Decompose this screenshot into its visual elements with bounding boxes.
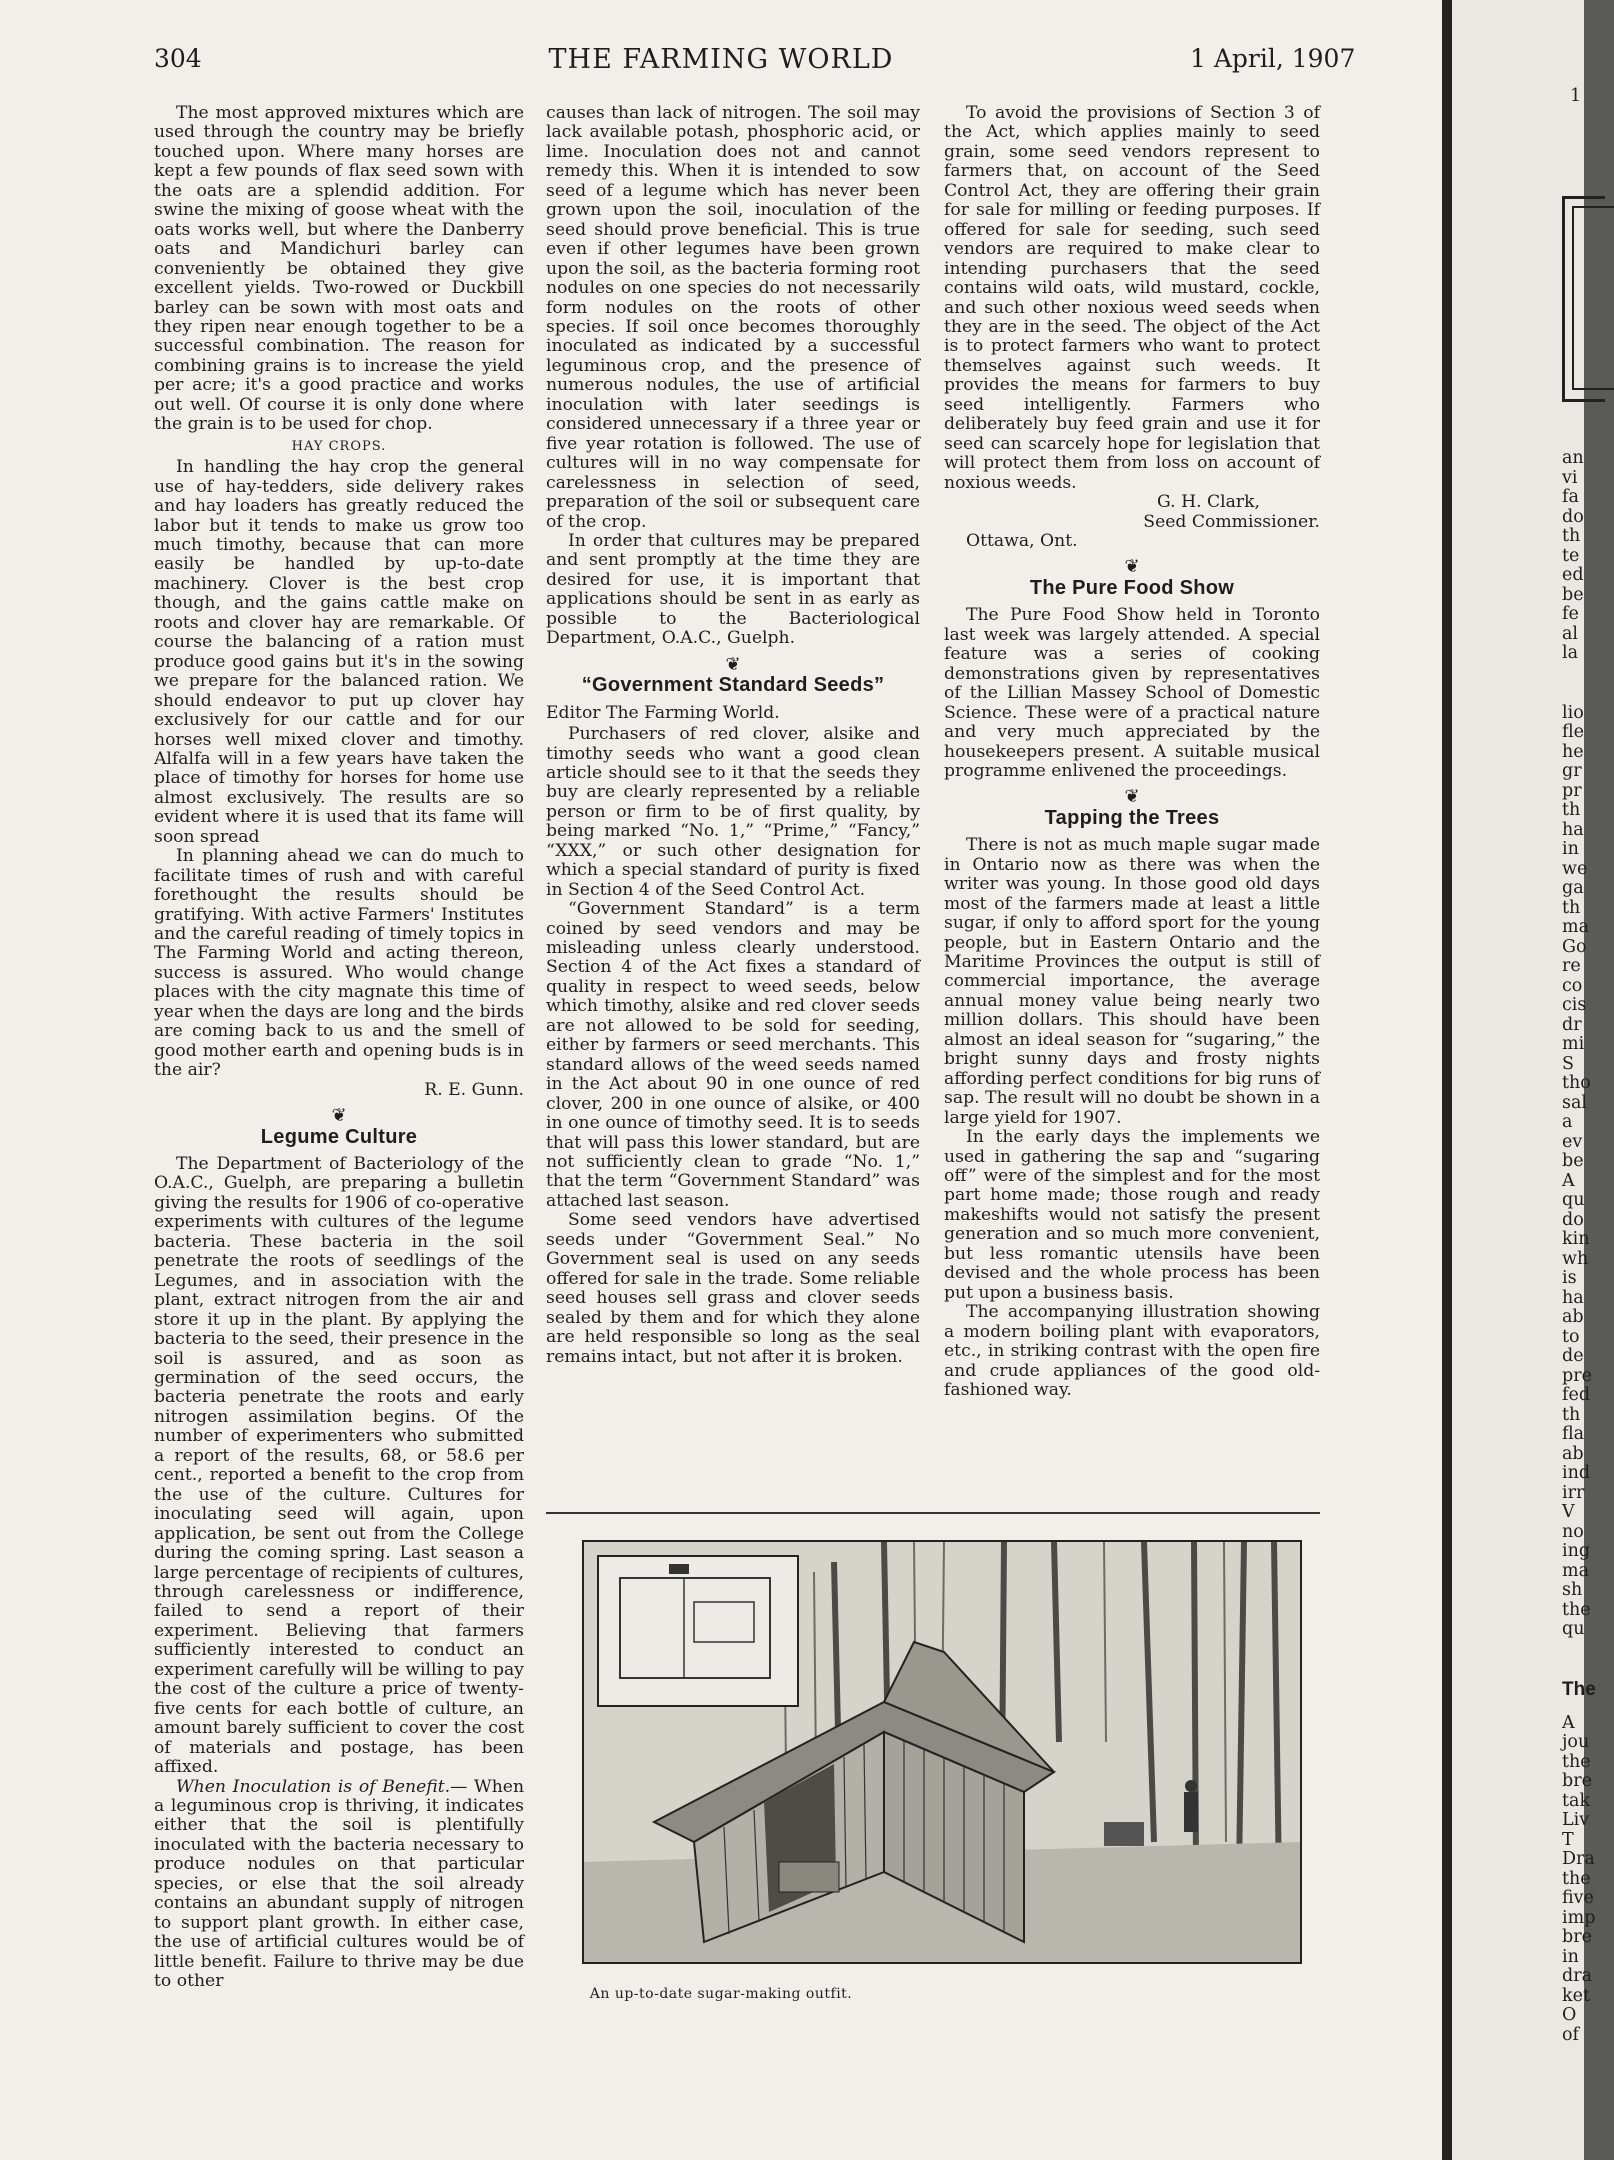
signature-name: G. H. Clark, (1157, 492, 1260, 513)
adjacent-text-fragment: fle (1562, 722, 1585, 742)
adjacent-text-fragment: ind (1562, 1463, 1591, 1483)
adjacent-text-fragment: in (1562, 1946, 1579, 1967)
adjacent-text-fragment: ab (1562, 1443, 1584, 1464)
adjacent-text-fragment: tak (1562, 1790, 1591, 1811)
article-title-tapping-the-trees: Tapping the Trees (1044, 806, 1220, 829)
adjacent-text-fragment: gr (1562, 761, 1582, 781)
paragraph: In the early days the implements we used in gathering the sap and “sugaring off” were of the simplest and for the most part home made; those rough and ready makeshifts would not satisfy the present generation and so much more convenient, but less romantic utensils have been devised and the whole process has been put upon a business basis. (944, 1127, 1320, 1303)
adjacent-text-fragment: O (1562, 2005, 1577, 2025)
adjacent-text-fragment: he (1562, 741, 1584, 762)
editor-salutation: Editor The Farming World. (546, 702, 780, 723)
sugar-house-drawing (584, 1542, 1300, 1962)
author-signature: R. E. Gunn. (424, 1079, 524, 1100)
adjacent-text-fragment: is (1562, 1268, 1577, 1288)
leaf-ornament-icon: ❦ (1124, 786, 1140, 808)
adjacent-text-fragment: ga (1562, 878, 1584, 898)
paragraph-text: When a leguminous crop is thriving, it indicates either that the soil is plentifully inoculated with the bacteria necessary to produce nodules on that particular species, or else that the soil already contains an abundant supply of nitrogen to support plant growth. In either case, the use of artificial cultures would be of little benefit. Failure to thrive may be due to other (154, 1776, 525, 1992)
adjacent-text-fragment: qu (1562, 1190, 1585, 1210)
adjacent-text-fragment: sal (1562, 1092, 1588, 1113)
adjacent-text-fragment: be (1562, 584, 1584, 605)
adjacent-text-fragment: cis (1562, 995, 1587, 1015)
adjacent-text-fragment: the (1562, 1751, 1591, 1772)
paragraph: To avoid the provisions of Section 3 of the Act, which applies mainly to seed grain, some seed vendors represent to farmers that, on account of the Seed Control Act, they are offering their grain for sale for milling or feeding purposes. If offered for sale for seeding, such seed vendors are required to make clear to intending purchasers that the seed contains wild oats, wild mustard, cockle, and such other noxious weed seeds when they are in the seed. The object of the Act is to protect farmers who want to protect themselves against such weeds. It provides the means for farmers to buy seed intelligently. Farmers who deliberately buy feed grain and use it for seed can scarcely hope for legislation that will protect them from loss on account of noxious weeds. (944, 103, 1320, 493)
paragraph: The Pure Food Show held in Toronto last week was largely attended. A special feature was a series of cooking demonstrations given by representatives of the Lillian Massey School of Domestic Science. These were of a practical nature and very much appreciated by the housekeepers present. A suitable musical programme enlivened the proceedings. (944, 605, 1320, 781)
adjacent-text-fragment: pre (1562, 1365, 1592, 1386)
paragraph: The accompanying illustration showing a modern boiling plant with evaporators, etc., in striking contrast with the open fire and crude appliances of the good old-fashioned way. (944, 1302, 1320, 1400)
adjacent-text-fragment: bre (1562, 1771, 1592, 1791)
adjacent-text-fragment: jou (1562, 1732, 1590, 1752)
paragraph: Purchasers of red clover, alsike and timothy seeds who want a good clean article should see to it that the seeds they buy are clearly represented by a reliable person or firm to be of first quality, by being marked “No. 1,” “Prime,” “Fancy,” “XXX,” or such other designation for which a special standard of purity is fixed in Section 4 of the Seed Control Act. (546, 724, 920, 900)
adjacent-text-fragment: mi (1562, 1034, 1585, 1054)
adjacent-text-fragment: the (1562, 1868, 1591, 1889)
adjacent-text-fragment: vi (1562, 467, 1578, 488)
adjacent-text-fragment: al (1562, 623, 1579, 644)
paragraph: Some seed vendors have advertised seeds under “Government Seal.” No Government seal is used on any seeds offered for sale in the trade. Some reliable seed houses sell grass and clover seeds sealed by them and for which they alone are held responsible so long as the seal remains intact, but not after it is broken. (546, 1210, 920, 1367)
page-gutter (1442, 0, 1452, 2160)
adjacent-text-fragment: in (1562, 839, 1579, 859)
adjacent-text-fragment: de (1562, 1346, 1584, 1366)
adjacent-text-fragment: th (1562, 526, 1581, 546)
adjacent-text-fragment: fe (1562, 604, 1579, 624)
paragraph: In order that cultures may be prepared and sent promptly at the time they are desired for use, it is important that applications should be sent in as early as possible to the Bacteriological Department, O.A.C., Guelph. (546, 530, 920, 649)
adjacent-text-fragment: co (1562, 975, 1583, 996)
adjacent-text-fragment: T (1562, 1829, 1574, 1850)
adjacent-text-fragment: ma (1562, 1560, 1590, 1581)
adjacent-text-fragment: S (1562, 1053, 1574, 1074)
paragraph: There is not as much maple sugar made in Ontario now as there was when the writer was young. In those good old days most of the farmers made at least a little sugar, if only to afford sport for the young people, but in Eastern Ontario and the Maritime Provinces the output is still of commercial importance, the average annual money value being nearly two million dollars. This should have been almost an ideal season for “sugaring,” the bright sunny days and frosty nights affording perfect conditions for big runs of sap. The result will no doubt be shown in a large yield for 1907. (944, 835, 1320, 1128)
adjacent-text-fragment: pr (1562, 780, 1582, 801)
section-rule (546, 1512, 1320, 1514)
adjacent-heading-fragment: The (1562, 1678, 1596, 1700)
adjacent-text-fragment: A (1562, 1712, 1575, 1733)
subheading-hay-crops: HAY CROPS. (291, 438, 387, 454)
adjacent-text-fragment: ed (1562, 565, 1584, 585)
adjacent-text-fragment: of (1562, 2024, 1580, 2045)
adjacent-text-fragment: to (1562, 1326, 1580, 1347)
adjacent-text-fragment: qu (1562, 1619, 1585, 1639)
adjacent-text-fragment: Go (1562, 936, 1587, 957)
article-title-pure-food-show: The Pure Food Show (1029, 576, 1235, 599)
adjacent-text-fragment: ket (1562, 1985, 1590, 2006)
page-number: 304 (154, 44, 202, 73)
adjacent-text-fragment: V (1562, 1502, 1575, 1522)
adjacent-text-fragment: dr (1562, 1014, 1582, 1035)
adjacent-text-fragment: ha (1562, 819, 1584, 840)
adjacent-text-fragment: ev (1562, 1131, 1583, 1152)
article-title-legume-culture: Legume Culture (260, 1125, 418, 1148)
adjacent-text-fragment: sh (1562, 1580, 1583, 1600)
leaf-ornament-icon: ❦ (1124, 556, 1140, 578)
signature-title: Seed Commissioner. (1143, 511, 1320, 532)
paragraph: The most approved mixtures which are used through the country may be briefly touched upon. Where many horses are kept a few pounds of flax seed sown with the oats are a splendid addition. For swine the mixing of goose wheat with the oats works well, but where the Danberry oats and Mandichuri barley can conveniently be obtained they give excellent yields. Two-rowed or Duckbill barley can be sown with most oats and they ripen near enough together to be a successful combination. The reason for combining grains is to increase the yield per acre; it's a good practice and works out well. Of course it is only done where the grain is to be used for chop. (154, 103, 524, 435)
adjacent-text-fragment: tho (1562, 1073, 1591, 1093)
adjacent-text-fragment: Dra (1562, 1849, 1595, 1869)
paragraph (154, 1778, 524, 1992)
adjacent-text-fragment: ha (1562, 1287, 1584, 1308)
adjacent-text-fragment: do (1562, 506, 1584, 527)
adjacent-page-number: 1 (1570, 86, 1582, 106)
column-2 (546, 104, 920, 1367)
adjacent-text-fragment: te (1562, 545, 1580, 566)
adjacent-text-fragment: th (1562, 800, 1581, 820)
adjacent-text-fragment: a (1562, 1112, 1573, 1132)
italic-lead: When Inoculation is of Benefit.— (176, 1776, 468, 1797)
leaf-ornament-icon: ❦ (725, 653, 741, 675)
adjacent-text-fragment: bre (1562, 1927, 1592, 1947)
adjacent-text-fragment: we (1562, 858, 1588, 879)
leaf-ornament-icon: ❦ (331, 1105, 347, 1127)
adjacent-text-fragment: fed (1562, 1385, 1591, 1405)
adjacent-text-fragment: ab (1562, 1307, 1584, 1327)
column-3 (944, 104, 1320, 1400)
adjacent-text-fragment: th (1562, 1404, 1581, 1425)
paragraph: In handling the hay crop the general use of hay-tedders, side delivery rakes and hay loaders has greatly reduced the labor but it tends to make us grow too much timothy, because that can more easily be handled by up-to-date machinery. Clover is the best crop though, and the gains cattle make on roots and clover hay are remarkable. Of course the balancing of a ration must produce good gains but it's in the sowing we prepare for the balanced ration. We should endeavor to put up clover hay exclusively for our cattle and for our horses well mixed clover and timothy. Alfalfa will in a few years have taken the place of timothy for horses for home use almost exclusively. The results are so evident where it is used that its fame will soon spread (154, 457, 524, 847)
adjacent-text-fragment: A (1562, 1170, 1575, 1191)
adjacent-text-fragment: kin (1562, 1229, 1590, 1249)
issue-date: 1 April, 1907 (1190, 44, 1356, 73)
adjacent-text-fragment: lio (1562, 702, 1584, 723)
signature-place: Ottawa, Ont. (966, 530, 1078, 551)
article-title-government-standard-seeds: “Government Standard Seeds” (581, 674, 885, 697)
adjacent-box-frame-inner (1572, 206, 1614, 390)
adjacent-text-fragment: the (1562, 1599, 1591, 1620)
adjacent-text-fragment: wh (1562, 1248, 1589, 1269)
publication-title: THE FARMING WORLD (548, 44, 894, 75)
sugar-house-illustration (582, 1540, 1302, 1964)
figure-caption: An up-to-date sugar-making outfit. (589, 1986, 853, 2002)
adjacent-text-fragment: fla (1562, 1424, 1585, 1444)
adjacent-text-fragment: ma (1562, 917, 1590, 937)
adjacent-text-fragment: th (1562, 897, 1581, 918)
paragraph: “Government Standard” is a term coined by seed vendors and may be misleading unless clearly understood. Section 4 of the Act fixes a standard of quality in respect to weed seeds, below which timothy, alsike and red clover seeds are not allowed to be sold for seeding, either by farmers or seed merchants. This standard allows of the weed seeds named in the Act about 90 in one ounce of red clover, 200 in one ounce of alsike, or 400 in one ounce of timothy seed. It is to seeds that will pass this lower standard, but are not sufficiently clean to grade “No. 1,” that the term “Government Standard” was attached last season. (546, 899, 920, 1211)
paragraph: causes than lack of nitrogen. The soil may lack available potash, phosphoric acid, or lime. Inoculation does not and cannot remedy this. When it is intended to sow seed of a legume which has never been grown upon the soil, inoculation of the seed should prove beneficial. This is true even if other legumes have been grown upon the soil, as the bacteria forming root nodules on one species do not necessarily form nodules on the roots of other species. If soil once becomes thoroughly inoculated as indicated by a successful leguminous crop, and the presence of numerous nodules, the use of artificial inoculation with later seedings is considered unnecessary if a three year or five year rotation is followed. The use of cultures will in no way compensate for carelessness in selection of seed, preparation of the soil or subsequent care of the crop. (546, 103, 920, 532)
adjacent-text-fragment: re (1562, 956, 1581, 976)
adjacent-text-fragment: imp (1562, 1907, 1596, 1928)
adjacent-text-fragment: dra (1562, 1966, 1593, 1986)
paragraph: In planning ahead we can do much to facilitate times of rush and with careful forethought the results should be gratifying. With active Farmers' Institutes and the careful reading of timely topics in The Farming World and acting thereon, success is assured. Who would change places with the city magnate this time of year when the days are long and the birds are coming back to us and the smell of good mother earth and opening buds is in the air? (154, 846, 524, 1081)
adjacent-text-fragment: fa (1562, 487, 1579, 507)
adjacent-text-fragment: be (1562, 1151, 1584, 1171)
adjacent-text-fragment: Liv (1562, 1810, 1590, 1830)
adjacent-text-fragment: do (1562, 1209, 1584, 1230)
adjacent-text-fragment: irr (1562, 1482, 1585, 1503)
adjacent-text-fragment: no (1562, 1521, 1584, 1542)
adjacent-text-fragment: an (1562, 448, 1584, 468)
paragraph: The Department of Bacteriology of the O.A.C., Guelph, are preparing a bulletin giving the results for 1906 of co-operative experiments with cultures of the legume bacteria. These bacteria in the soil penetrate the roots of seedlings of the Legumes, and in association with the plant, extract nitrogen from the air and store it up in the plant. By applying the bacteria to the seed, their presence in the soil is assured, and as soon as germination of the seed occurs, the bacteria penetrate the roots and early nitrogen assimilation begins. Of the number of experimenters who submitted a report of the results, 68, or 58.6 per cent., reported a benefit to the crop from the use of the culture. Cultures for inoculating seed will again, upon application, be sent out from the College during the coming spring. Last season a large percentage of recipients of cultures, through carelessness or indifference, failed to send a report of their experiment. Believing that farmers sufficiently interested to conduct an experiment carefully will be willing to pay the cost of the culture a price of twenty-five cents for each bottle of culture, an amount barely sufficient to cover the cost of materials and postage, has been affixed. (154, 1154, 524, 1778)
column-1 (154, 104, 524, 1992)
adjacent-text-fragment: five (1562, 1888, 1594, 1908)
adjacent-text-fragment: ing (1562, 1541, 1591, 1561)
adjacent-text-fragment: la (1562, 643, 1579, 663)
